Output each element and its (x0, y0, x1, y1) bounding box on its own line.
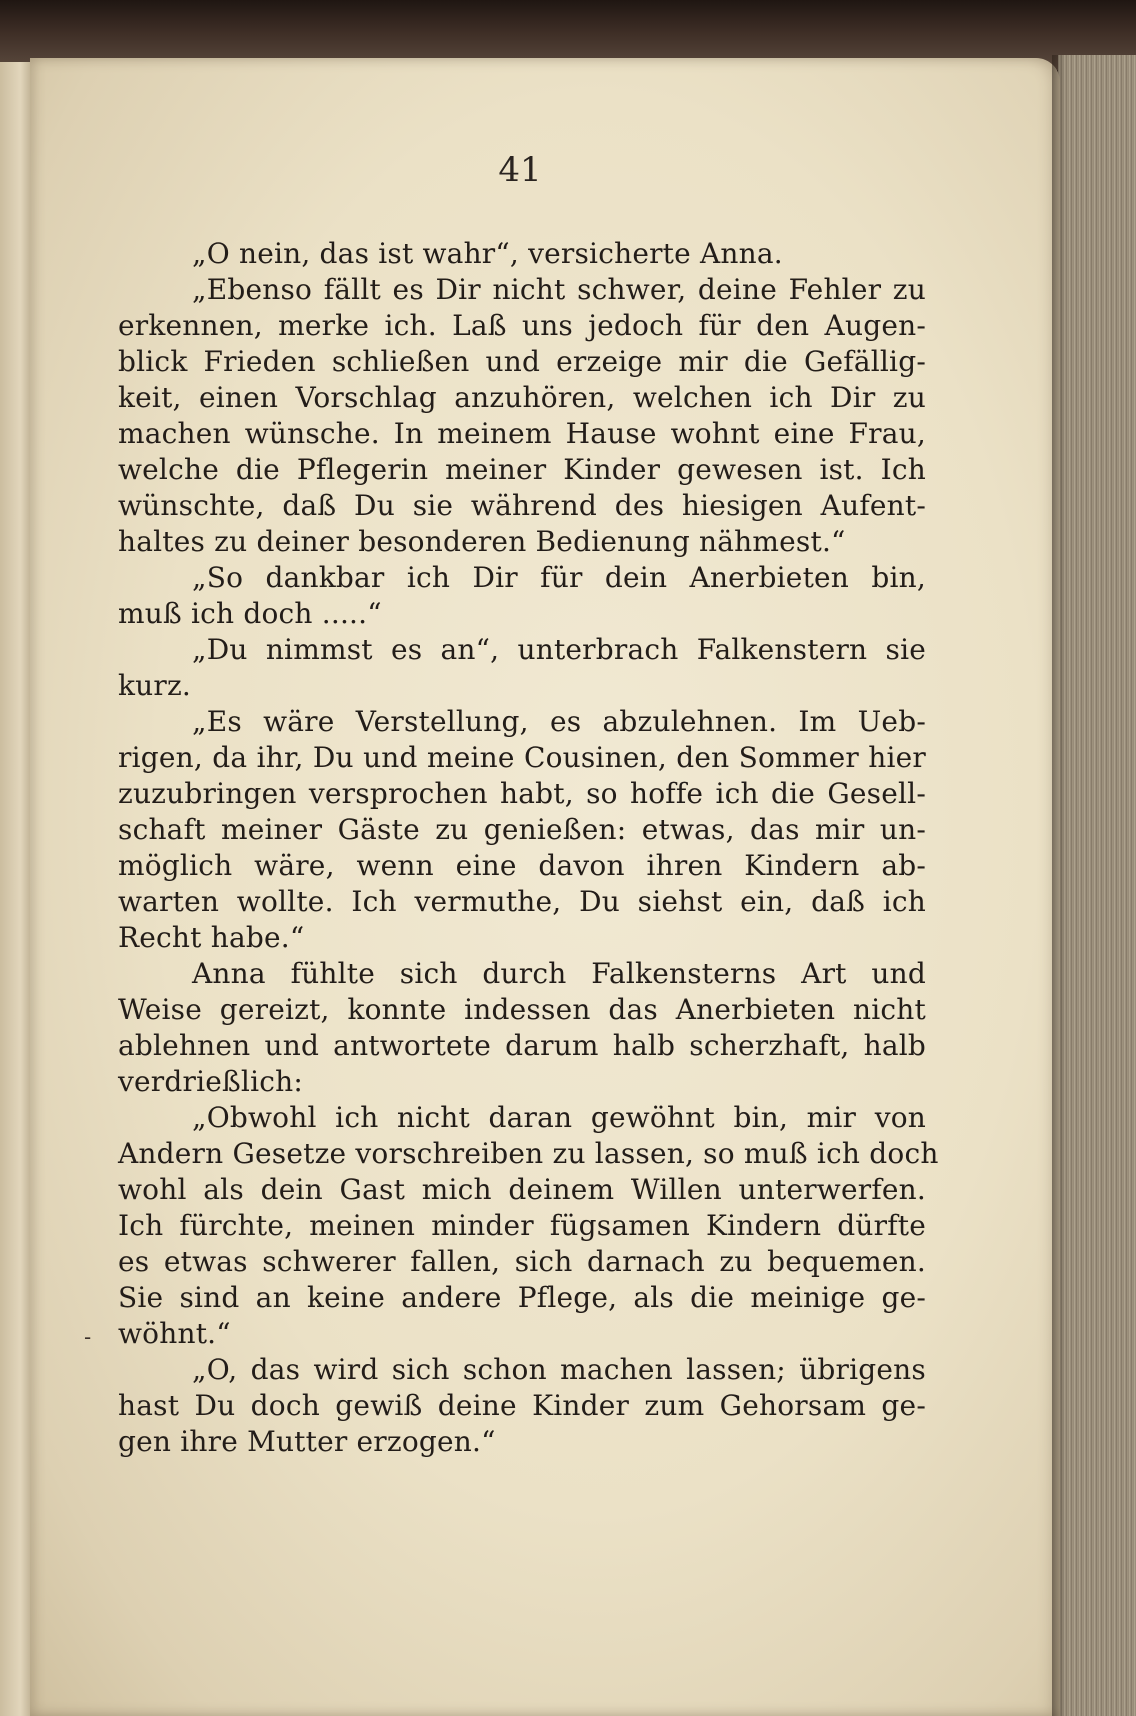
text-line: blick Frieden schließen und erzeige mir die Gefällig- (118, 345, 926, 378)
margin-mark: - (84, 1325, 92, 1349)
text-line: gen ihre Mutter erzogen.“ (118, 1425, 496, 1458)
text-line: ablehnen und antwortete darum halb scherzhaft, halb (118, 1029, 926, 1062)
page-stack-shadow (1052, 55, 1066, 1716)
text-line: „O, das wird sich schon machen lassen; übrigens (192, 1353, 926, 1386)
text-line: wohl als dein Gast mich deinem Willen unterwerfen. (118, 1173, 926, 1206)
text-line: kurz. (118, 669, 192, 702)
text-line: Andern Gesetze vorschreiben zu lassen, so muß ich doch (118, 1137, 939, 1170)
text-line: haltes zu deiner besonderen Bedienung nähmest.“ (118, 525, 846, 558)
text-line: rigen, da ihr, Du und meine Cousinen, den Sommer hier (118, 741, 926, 774)
text-line: schaft meiner Gäste zu genießen: etwas, das mir un- (118, 813, 926, 846)
body-text (118, 236, 939, 1460)
text-line: „Ebenso fällt es Dir nicht schwer, deine Fehler zu (192, 273, 926, 306)
text-line: möglich wäre, wenn eine davon ihren Kindern ab- (118, 849, 926, 882)
text-line: zuzubringen versprochen habt, so hoffe ich die Gesell- (118, 777, 926, 810)
page-stack-edge (1058, 55, 1136, 1716)
text-line: es etwas schwerer fallen, sich darnach zu bequemen. (118, 1245, 926, 1278)
text-line: „Obwohl ich nicht daran gewöhnt bin, mir von (192, 1101, 926, 1134)
text-line: warten wollte. Ich vermuthe, Du siehst ein, daß ich (118, 885, 926, 918)
text-line: Ich fürchte, meinen minder fügsamen Kindern dürfte (118, 1209, 926, 1242)
text-line: keit, einen Vorschlag anzuhören, welchen ich Dir zu (118, 381, 926, 414)
text-line: Recht habe.“ (118, 921, 305, 954)
text-line: wünschte, daß Du sie während des hiesigen Aufent- (118, 489, 926, 522)
text-line: muß ich doch .....“ (118, 597, 382, 630)
text-line: wöhnt.“ (118, 1317, 231, 1350)
text-line: hast Du doch gewiß deine Kinder zum Gehorsam ge- (118, 1389, 926, 1422)
text-line: machen wünsche. In meinem Hause wohnt eine Frau, (118, 417, 926, 450)
text-line: welche die Pflegerin meiner Kinder gewesen ist. Ich (118, 453, 926, 486)
text-line: verdrießlich: (118, 1065, 303, 1098)
text-line: „So dankbar ich Dir für dein Anerbieten bin, (192, 561, 926, 594)
text-line: „Du nimmst es an“, unterbrach Falkenstern sie (192, 633, 926, 666)
text-line: erkennen, merke ich. Laß uns jedoch für den Augen- (118, 309, 926, 342)
text-line: „O nein, das ist wahr“, versicherte Anna. (192, 237, 783, 270)
page-number: 41 (498, 150, 542, 190)
text-line: „Es wäre Verstellung, es abzulehnen. Im Ueb- (192, 705, 926, 738)
text-line: Sie sind an keine andere Pflege, als die meinige ge- (118, 1281, 926, 1314)
text-line: Anna fühlte sich durch Falkensterns Art und (192, 957, 926, 990)
text-line: Weise gereizt, konnte indessen das Anerbieten nicht (118, 993, 926, 1026)
